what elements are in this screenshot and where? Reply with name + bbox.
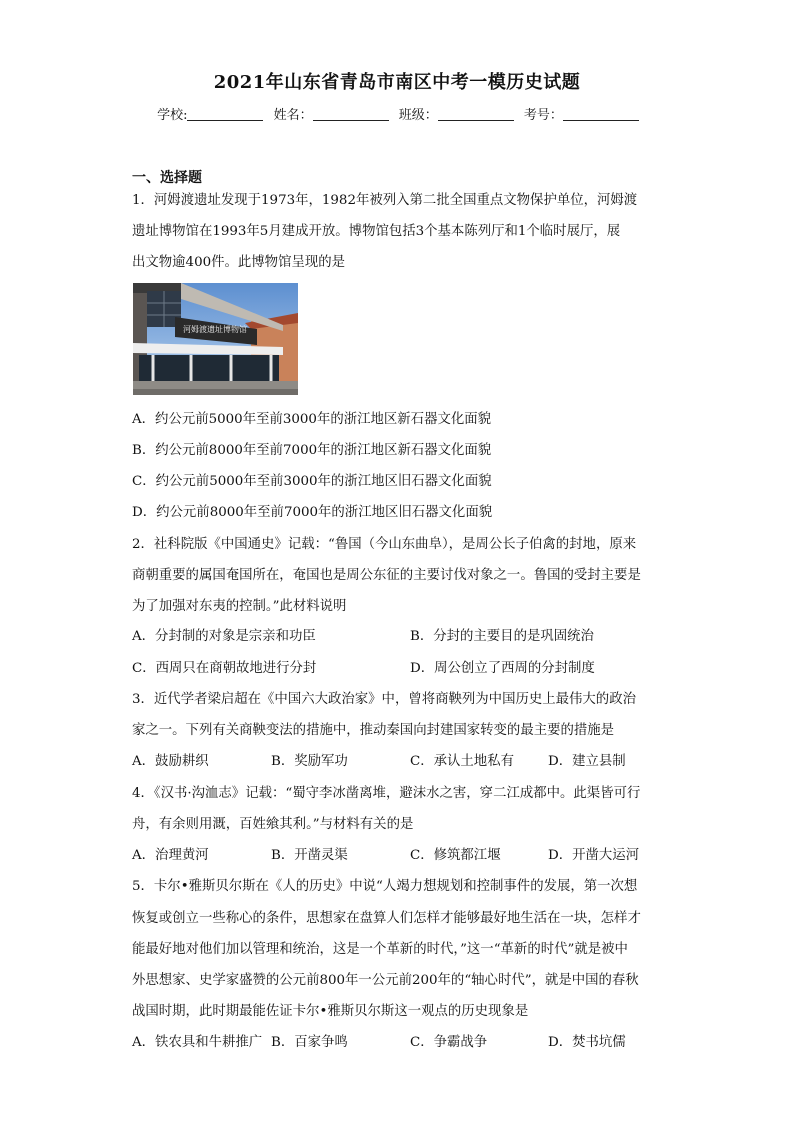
q2-line-3: 为了加强对东夷的控制。”此材料说明 [132, 599, 347, 614]
museum-photo [133, 283, 298, 395]
q3-option-a: A．鼓励耕织 [132, 754, 209, 769]
q1-option-d: D．约公元前8000年至前7000年的浙江地区旧石器文化面貌 [132, 505, 493, 520]
q1-option-b: B．约公元前8000年至前7000年的浙江地区新石器文化面貌 [132, 443, 492, 458]
q2-option-b: B．分封的主要目的是巩固统治 [410, 629, 594, 644]
q1-line-3: 出文物逾400件。此博物馆呈现的是 [132, 255, 346, 270]
class-label: 班级： [398, 108, 438, 123]
q1-line-2: 遗址博物馆在1993年5月建成开放。博物馆包括3个基本陈列厅和1个临时展厅，展 [132, 224, 621, 239]
q5-line-3: 能最好地对他们加以管理和统治，这是一个革新的时代，”这一“革新的时代”就是被中 [132, 942, 628, 957]
q2-option-a: A．分封制的对象是宗亲和功臣 [132, 629, 316, 644]
q1-option-a: A．约公元前5000年至前3000年的浙江地区新石器文化面貌 [132, 412, 492, 427]
q3-option-b: B．奖励军功 [271, 754, 348, 769]
q4-option-d: D．开凿大运河 [548, 848, 640, 863]
q4-option-b: B．开凿灵渠 [271, 848, 348, 863]
museum-sign-text: 河姆渡遗址博物馆 [183, 325, 247, 334]
q1-option-c: C．约公元前5000年至前3000年的浙江地区旧石器文化面貌 [132, 474, 492, 489]
q4-line-1: 4．《汉书·沟洫志》记载：“蜀守李冰凿离堆，避沫水之害，穿二江成都中。此渠皆可行 [132, 786, 641, 801]
q5-option-b: B．百家争鸣 [271, 1035, 348, 1050]
number-blank[interactable] [563, 108, 639, 121]
student-info-line [0, 104, 794, 123]
q5-line-1: 5．卡尔•雅斯贝尔斯在《人的历史》中说“人竭力想规划和控制事件的发展，第一次想 [132, 879, 638, 894]
name-label: 姓名： [273, 108, 313, 123]
q4-option-a: A．治理黄河 [132, 848, 209, 863]
q2-option-d: D．周公创立了西周的分封制度 [410, 661, 595, 676]
q3-line-1: 3．近代学者梁启超在《中国六大政治家》中，曾将商鞅列为中国历史上最伟大的政治 [132, 692, 636, 707]
q5-line-4: 外思想家、史学家盛赞的公元前800年一公元前200年的“轴心时代”，就是中国的春秋 [132, 973, 639, 988]
school-label: 学校: [157, 108, 188, 123]
school-blank[interactable] [187, 108, 263, 121]
q3-line-2: 家之一。下列有关商鞅变法的措施中，推动秦国向封建国家转变的最主要的措施是 [132, 723, 615, 738]
name-blank[interactable] [313, 108, 389, 121]
q5-option-c: C．争霸战争 [410, 1035, 488, 1050]
q1-line-1: 1．河姆渡遗址发现于1973年，1982年被列入第二批全国重点文物保护单位，河姆渡 [132, 193, 638, 208]
q5-line-5: 战国时期，此时期最能佐证卡尔•雅斯贝尔斯这一观点的历史现象是 [132, 1004, 529, 1019]
q5-line-2: 恢复或创立一些称心的条件，思想家在盘算人们怎样才能够最好地生活在一块，怎样才 [132, 911, 641, 926]
number-label: 考号： [523, 108, 563, 123]
class-blank[interactable] [438, 108, 514, 121]
q3-option-c: C．承认土地私有 [410, 754, 514, 769]
q2-option-c: C．西周只在商朝故地进行分封 [132, 661, 317, 676]
q2-line-2: 商朝重要的属国奄国所在，奄国也是周公东征的主要讨伐对象之一。鲁国的受封主要是 [132, 568, 641, 583]
q3-option-d: D．建立县制 [548, 754, 626, 769]
q5-option-a: A．铁农具和牛耕推广 [132, 1035, 263, 1050]
q4-line-2: 舟，有余则用溉，百姓飨其利。”与材料有关的是 [132, 817, 414, 832]
section-heading: 一、选择题 [132, 170, 202, 186]
q5-option-d: D．焚书坑儒 [548, 1035, 626, 1050]
q4-option-c: C．修筑都江堰 [410, 848, 501, 863]
q2-line-1: 2．社科院版《中国通史》记载：“鲁国（今山东曲阜），是周公长子伯禽的封地，原来 [132, 537, 637, 552]
page-title: 2021年山东省青岛市南区中考一模历史试题 [213, 72, 581, 93]
